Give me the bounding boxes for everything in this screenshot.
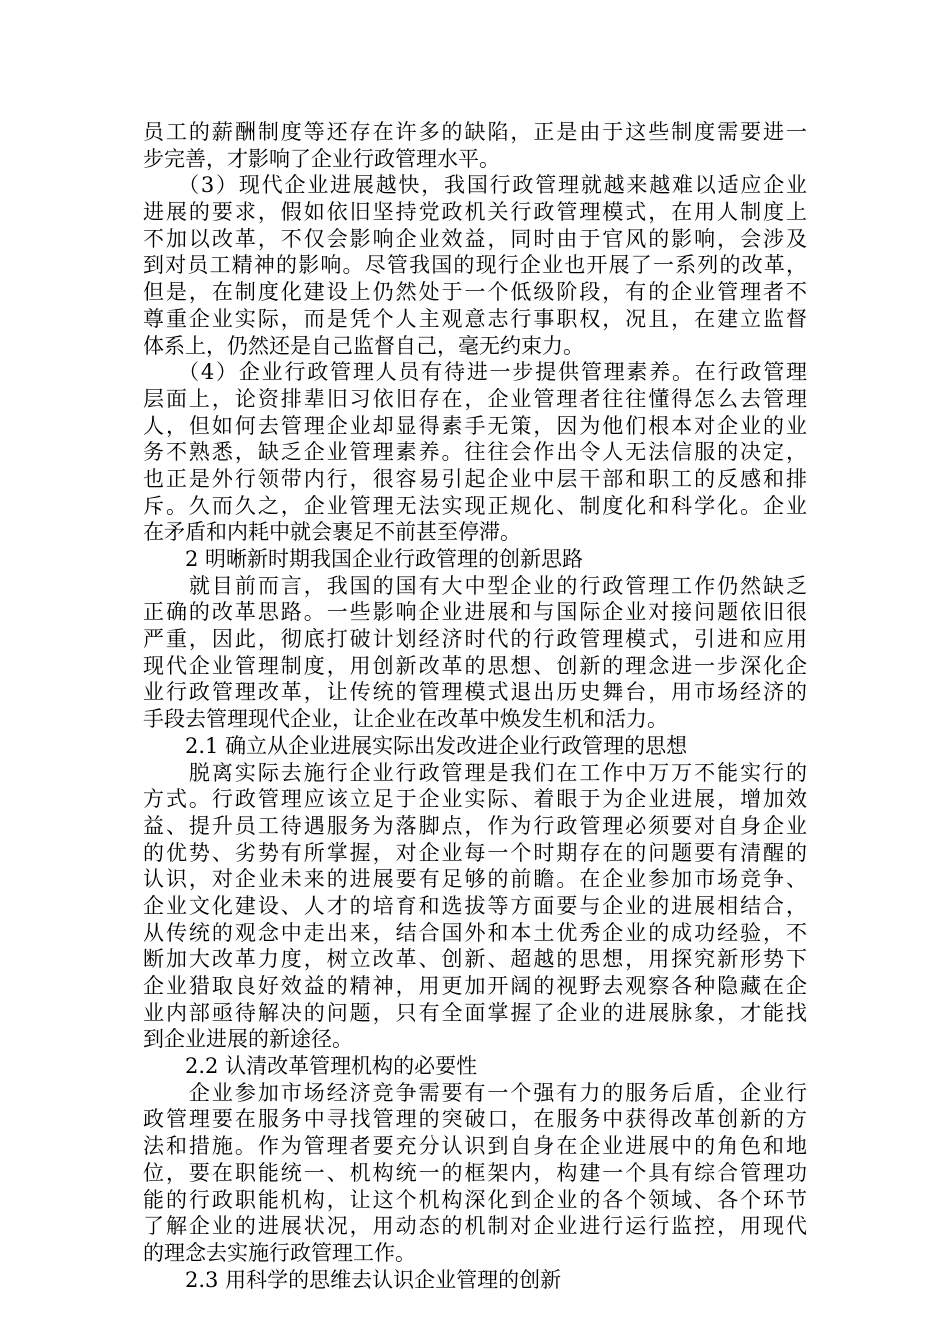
text-line: 人，但如何去管理企业却显得素手无策，因为他们根本对企业的业 [143, 413, 807, 438]
text-line: 业行政管理改革，让传统的管理模式退出历史舞台，用市场经济的 [143, 680, 807, 705]
text-line: 进展的要求，假如依旧坚持党政机关行政管理模式，在用人制度上 [143, 200, 807, 225]
text-line: 体系上，仍然还是自己监督自己，毫无约束力。 [143, 333, 584, 358]
text-line: 企业文化建设、人才的培育和选拔等方面要与企业的进展相结合， [143, 893, 807, 918]
text-line: 了解企业的进展状况，用动态的机制对企业进行运行监控，用现代 [143, 1214, 807, 1239]
text-line: 脱离实际去施行企业行政管理是我们在工作中万万不能实行的 [143, 760, 807, 785]
text-line: 但是，在制度化建设上仍然处于一个低级阶段，有的企业管理者不 [143, 280, 807, 305]
text-line: 的理念去实施行政管理工作。 [143, 1240, 416, 1265]
text-line: 斥。久而久之，企业管理无法实现正规化、制度化和科学化。企业 [143, 493, 807, 518]
text-line: 2.2 认清改革管理机构的必要性 [143, 1054, 478, 1079]
text-line: 政管理要在服务中寻找管理的突破口，在服务中获得改革创新的方 [143, 1107, 807, 1132]
text-line: 业内部亟待解决的问题，只有全面掌握了企业的进展脉象，才能找 [143, 1000, 807, 1025]
text-line: 2.1 确立从企业进展实际出发改进企业行政管理的思想 [143, 733, 688, 758]
text-line: 企业猎取良好效益的精神，用更加开阔的视野去观察各种隐藏在企 [143, 974, 807, 998]
text-line: 现代企业管理制度，用创新改革的思想、创新的理念进一步深化企 [143, 653, 807, 678]
text-line: 步完善，才影响了企业行政管理水平。 [143, 146, 500, 171]
text-line: 到企业进展的新途径。 [143, 1027, 353, 1052]
text-line: 2.3 用科学的思维去认识企业管理的创新 [143, 1267, 562, 1292]
body-text [143, 119, 807, 1293]
text-line: 务不熟悉，缺乏企业管理素养。往往会作出令人无法信服的决定， [143, 440, 807, 465]
text-line: 断加大改革力度，树立改革、创新、超越的思想，用探究新形势下 [143, 947, 807, 972]
text-line: 层面上，论资排辈旧习依旧存在，企业管理者往往懂得怎么去管理 [143, 386, 807, 411]
text-line: 能的行政职能机构，让这个机构深化到企业的各个领域、各个环节 [143, 1187, 807, 1212]
text-line: 也正是外行领带内行，很容易引起企业中层干部和职工的反感和排 [143, 466, 807, 491]
text-line: 位，要在职能统一、机构统一的框架内，构建一个具有综合管理功 [143, 1160, 807, 1185]
text-line: 益、提升员工待遇服务为落脚点，作为行政管理必须要对自身企业 [143, 813, 807, 838]
text-line: 的优势、劣势有所掌握，对企业每一个时期存在的问题要有清醒的 [143, 840, 807, 865]
text-line: 尊重企业实际，而是凭个人主观意志行事职权，况且，在建立监督 [143, 306, 807, 331]
text-line: 方式。行政管理应该立足于企业实际、着眼于为企业进展，增加效 [143, 787, 807, 812]
text-line: 严重，因此，彻底打破计划经济时代的行政管理模式，引进和应用 [143, 627, 807, 652]
text-line: 认识，对企业未来的进展要有足够的前瞻。在企业参加市场竞争、 [143, 867, 807, 892]
text-line: 从传统的观念中走出来，结合国外和本土优秀企业的成功经验，不 [143, 920, 807, 945]
text-line: 手段去管理现代企业，让企业在改革中焕发生机和活力。 [143, 707, 668, 732]
text-line: 不加以改革，不仅会影响企业效益，同时由于官风的影响，会涉及 [143, 226, 807, 251]
text-line: （4）企业行政管理人员有待进一步提供管理素养。在行政管理 [143, 360, 807, 385]
text-line: 员工的薪酬制度等还存在许多的缺陷，正是由于这些制度需要进一 [143, 120, 807, 144]
text-line: 法和措施。作为管理者要充分认识到自身在企业进展中的角色和地 [143, 1134, 807, 1159]
text-line: 正确的改革思路。一些影响企业进展和与国际企业对接问题依旧很 [143, 600, 807, 625]
text-line: 2 明晰新时期我国企业行政管理的创新思路 [143, 547, 584, 571]
text-line: 企业参加市场经济竞争需要有一个强有力的服务后盾，企业行 [143, 1080, 807, 1105]
text-line: 在矛盾和内耗中就会裹足不前甚至停滞。 [143, 520, 521, 545]
text-line: （3）现代企业进展越快，我国行政管理就越来越难以适应企业 [143, 173, 807, 198]
text-line: 到对员工精神的影响。尽管我国的现行企业也开展了一系列的改革， [143, 253, 807, 278]
text-line: 就目前而言，我国的国有大中型企业的行政管理工作仍然缺乏 [143, 573, 807, 598]
